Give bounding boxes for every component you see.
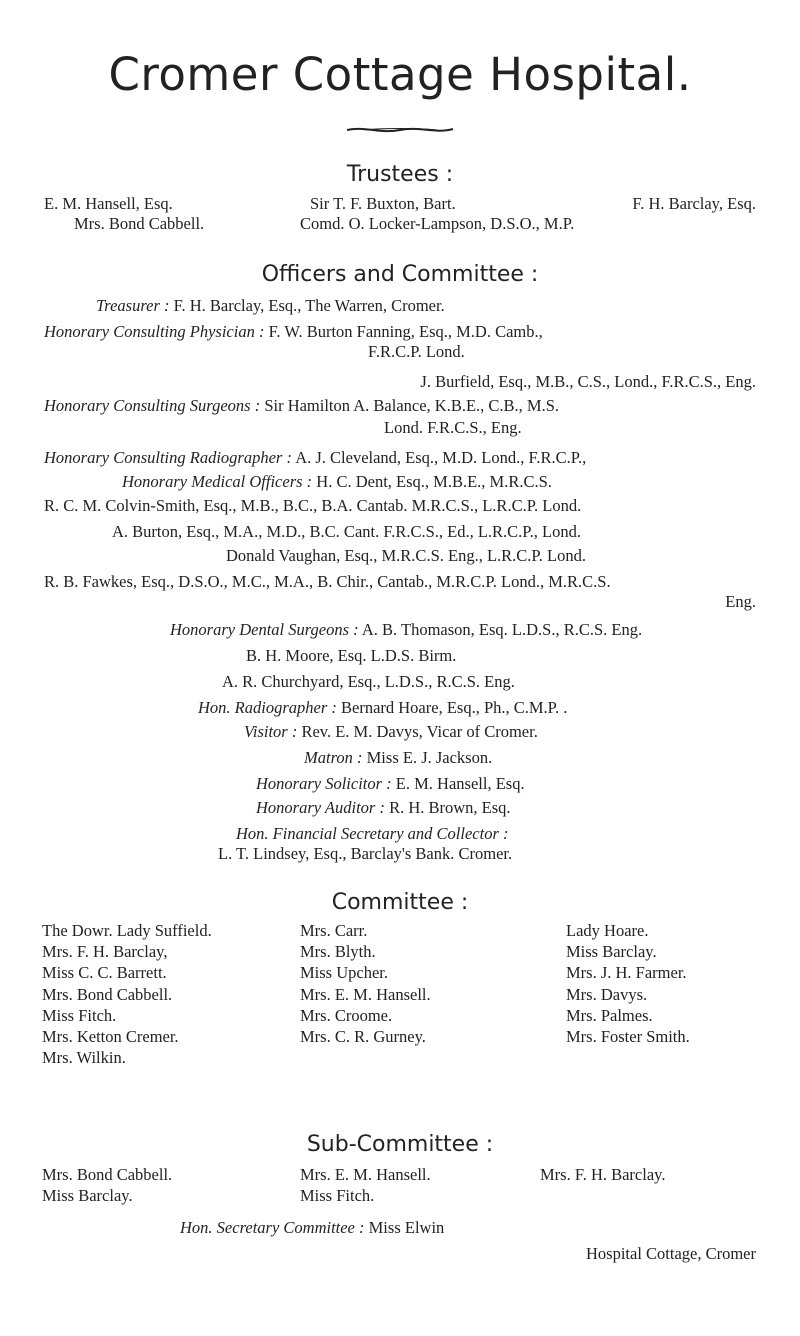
committee-member: Miss Fitch. xyxy=(42,1005,117,1025)
subcommittee-column-3 xyxy=(540,1164,665,1185)
committee-member: Mrs. F. H. Barclay, xyxy=(42,942,168,962)
financial-secretary-role xyxy=(236,824,509,844)
officer-name: Sir Hamilton A. Balance, K.B.E., C.B., M.S. xyxy=(264,396,560,415)
officer-name: J. Burfield, Esq., M.B., C.S., Lond., F.R.C.S., Eng. xyxy=(420,372,756,391)
subcommittee-member: Mrs. Bond Cabbell. xyxy=(42,1165,173,1184)
address-line: Hospital Cottage, Cromer xyxy=(585,1244,756,1263)
hon-secretary-entry xyxy=(180,1218,444,1238)
trustees-heading: Trustees : xyxy=(346,162,454,187)
officer-name: R. C. M. Colvin-Smith, Esq., M.B., B.C., B.A. Cantab. M.R.C.S., L.R.C.P. Lond. xyxy=(44,496,582,515)
committee-column-3 xyxy=(566,920,690,1047)
role-label: Hon. Financial Secretary and Collector : xyxy=(236,824,509,843)
officer-name: R. B. Fawkes, Esq., D.S.O., M.C., M.A., B. Chir., Cantab., M.R.C.P. Lond., M.R.C.S. xyxy=(44,572,611,591)
radiographer-entry xyxy=(44,448,586,468)
officer-name: Bernard Hoare, Esq., Ph., C.M.P. . xyxy=(341,698,568,717)
role-label: Honorary Medical Officers : xyxy=(122,472,313,491)
role-label: Honorary Dental Surgeons : xyxy=(170,620,359,639)
trustee-name: Comd. O. Locker-Lampson, D.S.O., M.P. xyxy=(300,214,575,233)
committee-member: The Dowr. Lady Suffield. xyxy=(42,921,212,940)
trustee-name: E. M. Hansell, Esq. xyxy=(44,194,173,213)
committee-member: Mrs. Davys. xyxy=(566,984,648,1004)
committee-heading: Committee : xyxy=(331,890,469,915)
role-label: Matron : xyxy=(304,748,363,767)
officer-name: L. T. Lindsey, Esq., Barclay's Bank. Cromer. xyxy=(218,844,513,863)
dental-entry xyxy=(170,620,642,640)
officer-name: A. B. Thomason, Esq. L.D.S., R.C.S. Eng. xyxy=(361,620,643,639)
committee-member: Mrs. Palmes. xyxy=(566,1005,653,1025)
role-label: Visitor : xyxy=(244,722,298,741)
committee-member: Mrs. C. R. Gurney. xyxy=(300,1027,426,1047)
committee-member: Mrs. J. H. Farmer. xyxy=(566,963,687,983)
subcommittee-column-2 xyxy=(300,1164,431,1206)
role-label: Hon. Radiographer : xyxy=(198,698,337,717)
subcommittee-heading: Sub-Committee : xyxy=(306,1132,494,1157)
visitor-entry xyxy=(244,722,538,742)
committee-member: Miss Upcher. xyxy=(300,963,388,983)
committee-member: Mrs. Wilkin. xyxy=(42,1048,126,1068)
committee-column-1 xyxy=(42,920,212,1068)
role-label: Honorary Auditor : xyxy=(256,798,385,817)
committee-column-2 xyxy=(300,920,431,1047)
treasurer-entry xyxy=(96,296,445,316)
subcommittee-member: Miss Fitch. xyxy=(300,1186,375,1206)
officer-name: B. H. Moore, Esq. L.D.S. Birm. xyxy=(246,646,457,665)
officer-name: H. C. Dent, Esq., M.B.E., M.R.C.S. xyxy=(316,472,552,491)
committee-member: Miss Barclay. xyxy=(566,942,657,962)
officer-qualification: F.R.C.P. Lond. xyxy=(368,342,465,361)
medical-entry xyxy=(122,472,552,492)
officer-name: Rev. E. M. Davys, Vicar of Cromer. xyxy=(301,722,538,741)
officer-name: E. M. Hansell, Esq. xyxy=(395,774,525,793)
physician-entry xyxy=(44,322,543,342)
role-label: Treasurer : xyxy=(96,296,170,315)
ornament-divider-icon xyxy=(345,124,455,136)
subcommittee-member: Miss Barclay. xyxy=(42,1186,133,1206)
surgeons-entry xyxy=(44,396,559,416)
officer-name: Miss E. J. Jackson. xyxy=(366,748,493,767)
subcommittee-member: Mrs. F. H. Barclay. xyxy=(540,1165,666,1184)
officers-heading: Officers and Committee : xyxy=(261,262,539,287)
officer-name: A. Burton, Esq., M.A., M.D., B.C. Cant. F.R.C.S., Ed., L.R.C.P., Lond. xyxy=(112,522,581,541)
committee-member: Mrs. Carr. xyxy=(300,921,368,940)
committee-member: Mrs. Ketton Cremer. xyxy=(42,1027,179,1047)
committee-member: Mrs. Blyth. xyxy=(300,942,376,962)
officer-name: A. R. Churchyard, Esq., L.D.S., R.C.S. Eng. xyxy=(222,672,515,691)
auditor-entry xyxy=(256,798,511,818)
subcommittee-member: Mrs. E. M. Hansell. xyxy=(300,1165,431,1184)
committee-member: Mrs. Foster Smith. xyxy=(566,1027,690,1047)
officer-name: A. J. Cleveland, Esq., M.D. Lond., F.R.C.P., xyxy=(295,448,587,467)
officer-name: F. W. Burton Fanning, Esq., M.D. Camb., xyxy=(268,322,543,341)
trustee-name: Mrs. Bond Cabbell. xyxy=(74,214,205,233)
officer-qualification: Eng. xyxy=(725,592,756,611)
role-label: Honorary Consulting Radiographer : xyxy=(44,448,292,467)
committee-member: Miss C. C. Barrett. xyxy=(42,963,167,983)
officer-qualification: Lond. F.R.C.S., Eng. xyxy=(384,418,522,437)
role-label: Honorary Solicitor : xyxy=(256,774,392,793)
officer-name: Donald Vaughan, Esq., M.R.C.S. Eng., L.R.C.P. Lond. xyxy=(226,546,586,565)
officer-name: R. H. Brown, Esq. xyxy=(389,798,511,817)
officer-name: F. H. Barclay, Esq., The Warren, Cromer. xyxy=(173,296,445,315)
role-label: Honorary Consulting Surgeons : xyxy=(44,396,261,415)
subcommittee-column-1 xyxy=(42,1164,172,1206)
matron-entry xyxy=(304,748,492,768)
committee-member: Mrs. E. M. Hansell. xyxy=(300,984,431,1004)
committee-member: Mrs. Croome. xyxy=(300,1005,393,1025)
officer-name: Miss Elwin xyxy=(368,1218,445,1237)
committee-member: Mrs. Bond Cabbell. xyxy=(42,984,173,1004)
solicitor-entry xyxy=(256,774,525,794)
role-label: Honorary Consulting Physician : xyxy=(44,322,265,341)
trustee-name: F. H. Barclay, Esq. xyxy=(632,194,756,213)
trustee-name: Sir T. F. Buxton, Bart. xyxy=(310,194,456,213)
role-label: Hon. Secretary Committee : xyxy=(180,1218,365,1237)
page-title: Cromer Cottage Hospital. xyxy=(108,48,692,101)
hon-radiographer-entry xyxy=(198,698,567,718)
committee-member: Lady Hoare. xyxy=(566,921,649,940)
